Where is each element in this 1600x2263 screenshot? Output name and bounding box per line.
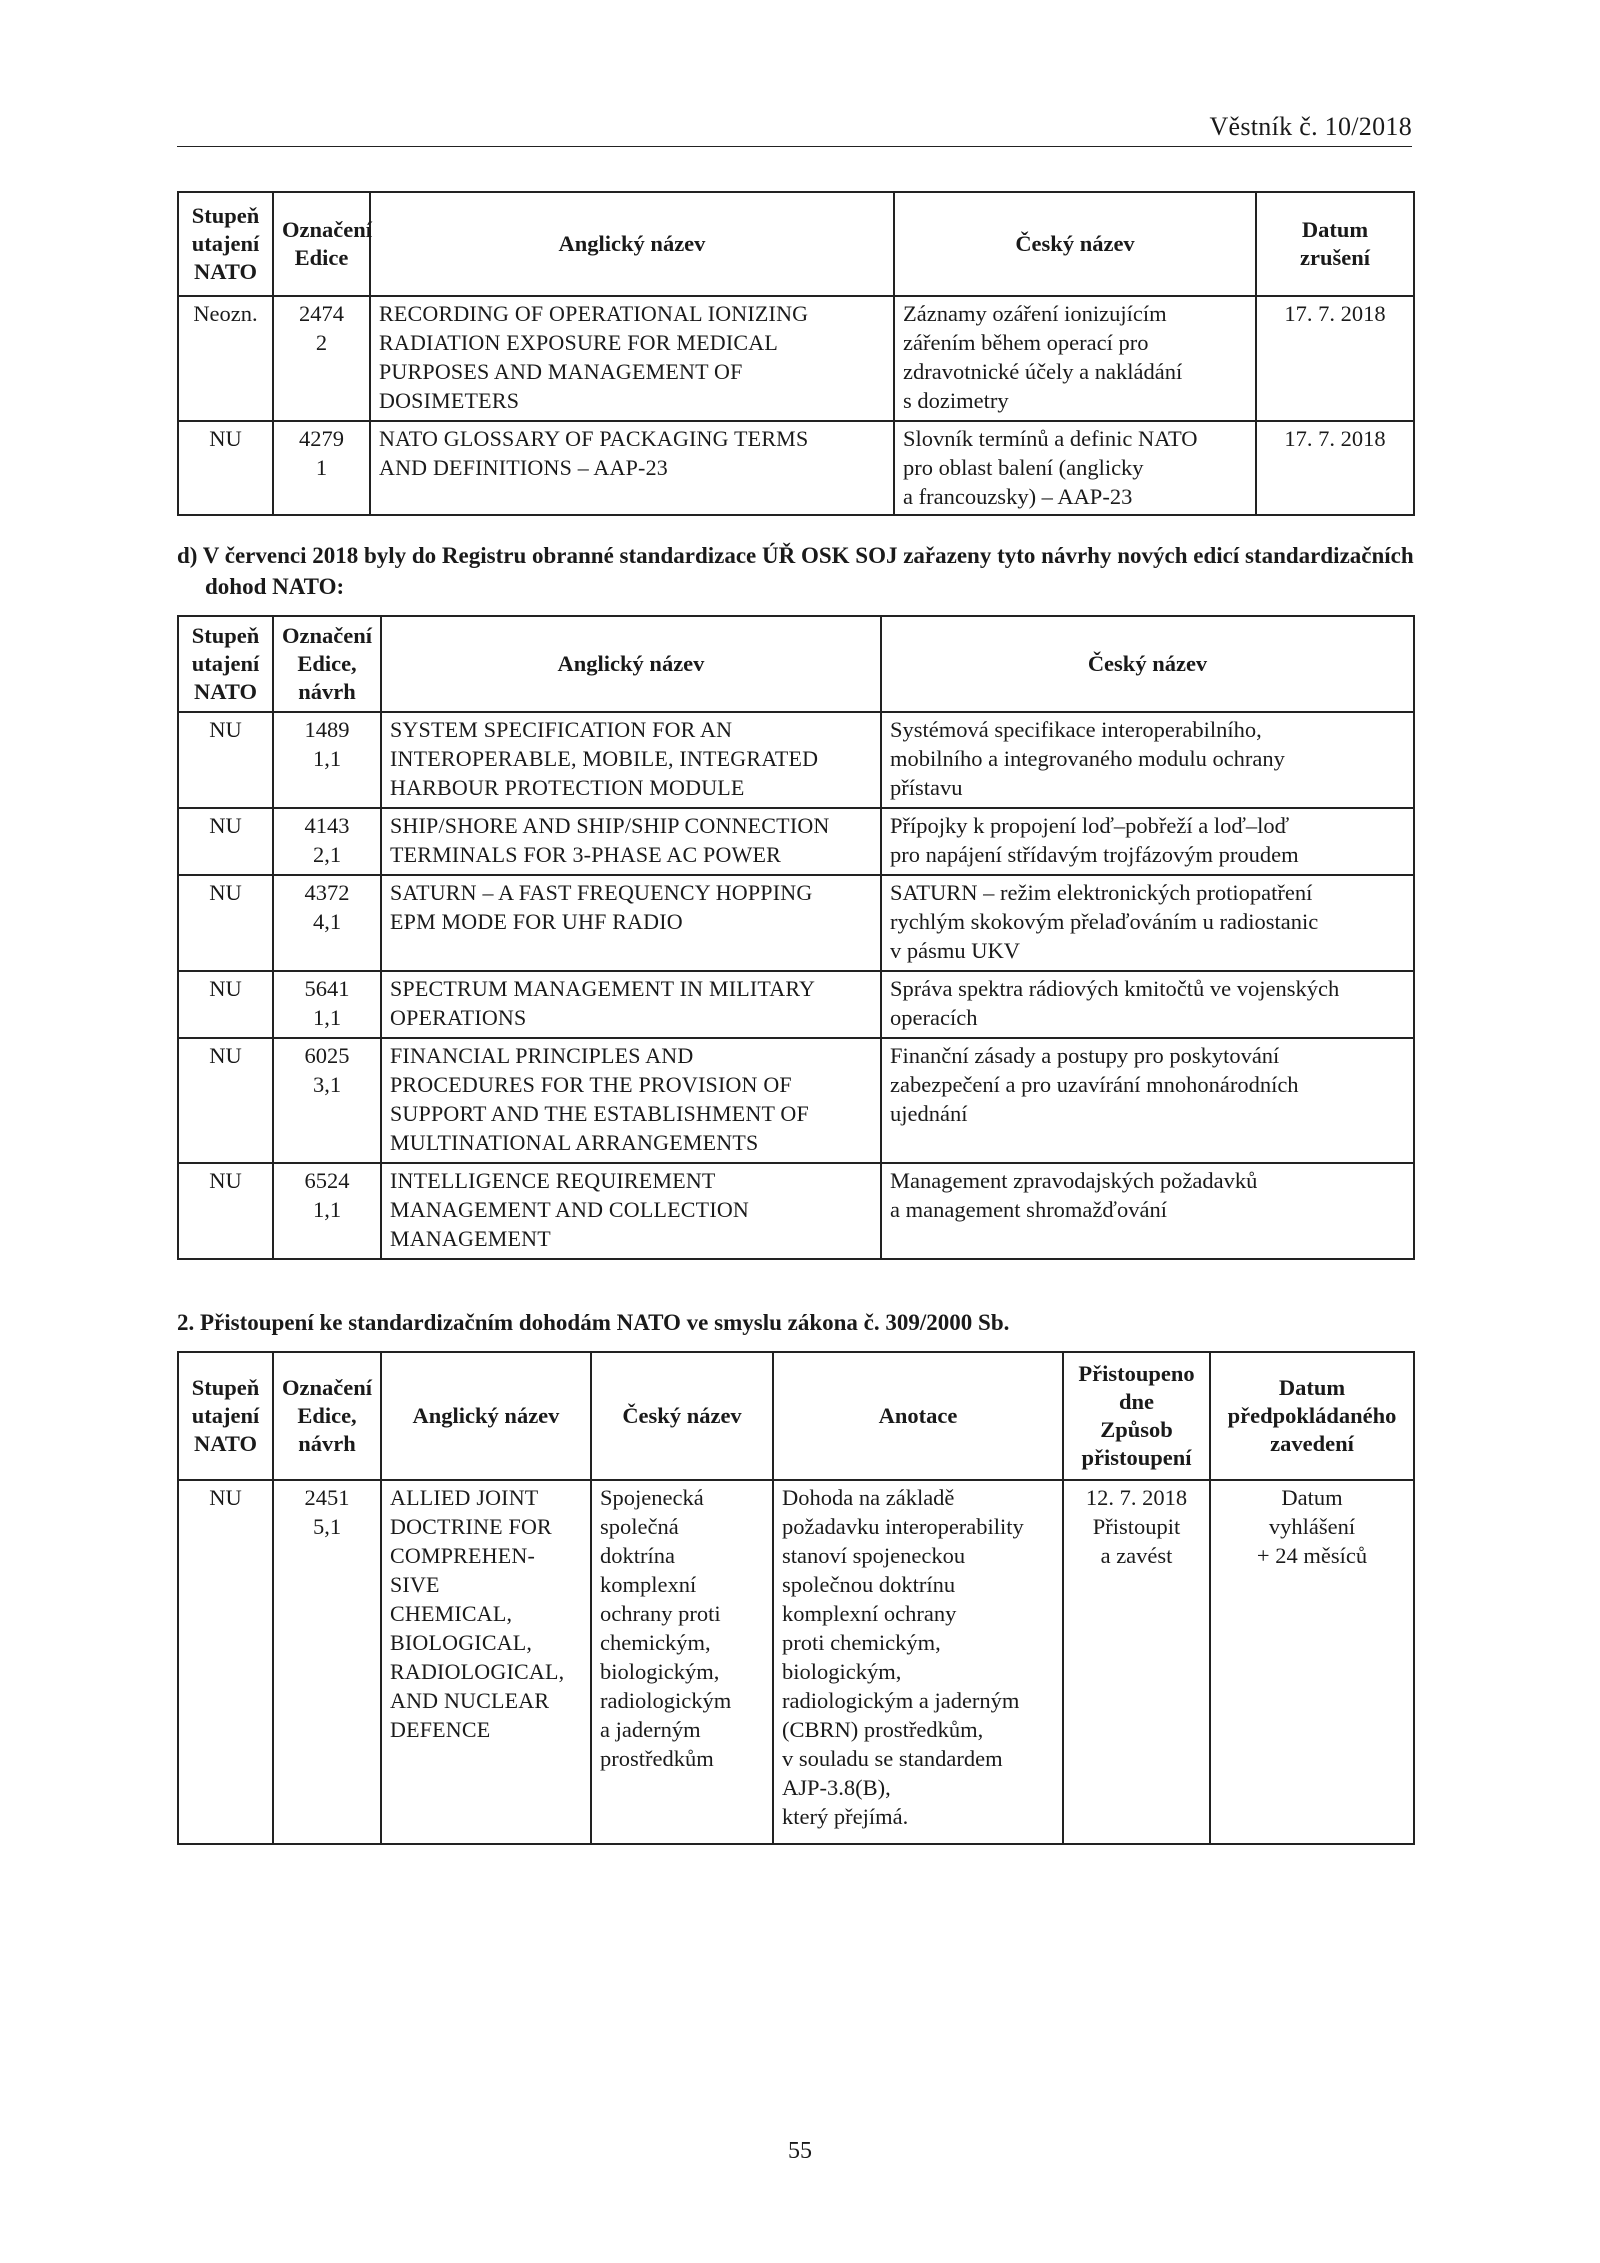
grade-cell: NU [178, 1163, 273, 1259]
header-accession: Přistoupeno dne Způsob přistoupení [1063, 1352, 1210, 1480]
header-implementation-date: Datum předpokládaného zavedení [1210, 1352, 1414, 1480]
grade-cell: NU [178, 1480, 273, 1844]
table-row [178, 296, 1414, 421]
english-title-cell: FINANCIAL PRINCIPLES AND PROCEDURES FOR THE PROVISION OF SUPPORT AND THE ESTABLISHMENT OF MULTINATIONAL ARRANGEMENTS [381, 1038, 881, 1163]
new-draft-editions-table [177, 615, 1415, 1260]
header-grade: Stupeň utajení NATO [178, 616, 273, 712]
section-2-heading: 2. Přistoupení ke standardizačním dohodám NATO ve smyslu zákona č. 309/2000 Sb. [177, 1310, 1010, 1335]
header-grade: Stupeň utajení NATO [178, 192, 273, 296]
english-title-cell: SPECTRUM MANAGEMENT IN MILITARY OPERATIONS [381, 971, 881, 1038]
grade-cell: NU [178, 1038, 273, 1163]
czech-title-cell: Slovník termínů a definic NATO pro oblast balení (anglicky a francouzsky) – AAP-23 [894, 421, 1256, 515]
header-english-title: Anglický název [370, 192, 894, 296]
header-withdrawal-date: Datum zrušení [1256, 192, 1414, 296]
header-czech-title: Český název [591, 1352, 773, 1480]
czech-title-cell: Systémová specifikace interoperabilního, mobilního a integrovaného modulu ochrany přístavu [881, 712, 1414, 808]
header-english-title: Anglický název [381, 1352, 591, 1480]
czech-title-cell: Správa spektra rádiových kmitočtů ve vojenských operacích [881, 971, 1414, 1038]
table-row [178, 875, 1414, 971]
withdrawn-standards-table [177, 191, 1415, 516]
english-title-cell: RECORDING OF OPERATIONAL IONIZING RADIATION EXPOSURE FOR MEDICAL PURPOSES AND MANAGEMENT OF DOSIMETERS [370, 296, 894, 421]
table-row [178, 712, 1414, 808]
table-header-row [178, 1352, 1414, 1480]
english-title-cell: INTELLIGENCE REQUIREMENT MANAGEMENT AND COLLECTION MANAGEMENT [381, 1163, 881, 1259]
annotation-cell: Dohoda na základě požadavku interoperability stanoví spojeneckou společnou doktrínu komplexní ochrany proti chemickým, biologickým, radiologickým a jaderným (CBRN) prostředkům, v souladu se standardem AJP-3.8(B), který přejímá. [773, 1480, 1063, 1844]
czech-title-cell: Spojenecká společná doktrína komplexní ochrany proti chemickým, biologickým, radiologickým a jaderným prostředkům [591, 1480, 773, 1844]
english-title-cell: SYSTEM SPECIFICATION FOR AN INTEROPERABLE, MOBILE, INTEGRATED HARBOUR PROTECTION MODULE [381, 712, 881, 808]
english-title-cell: NATO GLOSSARY OF PACKAGING TERMS AND DEFINITIONS – AAP-23 [370, 421, 894, 515]
designation-cell: 5641 1,1 [273, 971, 381, 1038]
grade-cell: NU [178, 712, 273, 808]
table-row [178, 808, 1414, 875]
english-title-cell: SATURN – A FAST FREQUENCY HOPPING EPM MODE FOR UHF RADIO [381, 875, 881, 971]
table-row [178, 1480, 1414, 1844]
section-d-heading [177, 540, 1417, 602]
header-annotation: Anotace [773, 1352, 1063, 1480]
accession-cell: 12. 7. 2018 Přistoupit a zavést [1063, 1480, 1210, 1844]
journal-header: Věstník č. 10/2018 [1209, 112, 1412, 141]
grade-cell: Neozn. [178, 296, 273, 421]
section-d-line1: d) V červenci 2018 byly do Registru obranné standardizace ÚŘ OSK SOJ zařazeny tyto návrhy nových edicí standardizačních [177, 543, 1414, 568]
english-title-cell: SHIP/SHORE AND SHIP/SHIP CONNECTION TERMINALS FOR 3-PHASE AC POWER [381, 808, 881, 875]
table-row [178, 1038, 1414, 1163]
section-d-line2: dohod NATO: [205, 574, 345, 599]
grade-cell: NU [178, 808, 273, 875]
header-grade: Stupeň utajení NATO [178, 1352, 273, 1480]
header-designation: Označení Edice [273, 192, 370, 296]
header-english-title: Anglický název [381, 616, 881, 712]
table-header-row [178, 192, 1414, 296]
table-row [178, 1163, 1414, 1259]
header-designation: Označení Edice, návrh [273, 1352, 381, 1480]
czech-title-cell: Záznamy ozáření ionizujícím zářením během operací pro zdravotnické účely a nakládání s dozimetry [894, 296, 1256, 421]
withdrawal-date-cell: 17. 7. 2018 [1256, 421, 1414, 515]
withdrawal-date-cell: 17. 7. 2018 [1256, 296, 1414, 421]
header-designation: Označení Edice, návrh [273, 616, 381, 712]
grade-cell: NU [178, 421, 273, 515]
header-czech-title: Český název [894, 192, 1256, 296]
designation-cell: 2474 2 [273, 296, 370, 421]
designation-cell: 1489 1,1 [273, 712, 381, 808]
english-title-cell: ALLIED JOINT DOCTRINE FOR COMPREHEN- SIVE CHEMICAL, BIOLOGICAL, RADIOLOGICAL, AND NUCLEAR DEFENCE [381, 1480, 591, 1844]
implementation-date-cell: Datum vyhlášení + 24 měsíců [1210, 1480, 1414, 1844]
table-row [178, 421, 1414, 515]
page-number: 55 [788, 2138, 812, 2164]
grade-cell: NU [178, 971, 273, 1038]
accession-table [177, 1351, 1415, 1845]
czech-title-cell: SATURN – režim elektronických protiopatření rychlým skokovým přelaďováním u radiostanic v pásmu UKV [881, 875, 1414, 971]
czech-title-cell: Management zpravodajských požadavků a management shromažďování [881, 1163, 1414, 1259]
czech-title-cell: Přípojky k propojení loď–pobřeží a loď–loď pro napájení střídavým trojfázovým proudem [881, 808, 1414, 875]
header-rule [177, 146, 1412, 147]
designation-cell: 4143 2,1 [273, 808, 381, 875]
grade-cell: NU [178, 875, 273, 971]
table-header-row [178, 616, 1414, 712]
header-czech-title: Český název [881, 616, 1414, 712]
designation-cell: 4279 1 [273, 421, 370, 515]
designation-cell: 4372 4,1 [273, 875, 381, 971]
designation-cell: 2451 5,1 [273, 1480, 381, 1844]
designation-cell: 6025 3,1 [273, 1038, 381, 1163]
czech-title-cell: Finanční zásady a postupy pro poskytování zabezpečení a pro uzavírání mnohonárodních ujednání [881, 1038, 1414, 1163]
table-row [178, 971, 1414, 1038]
designation-cell: 6524 1,1 [273, 1163, 381, 1259]
